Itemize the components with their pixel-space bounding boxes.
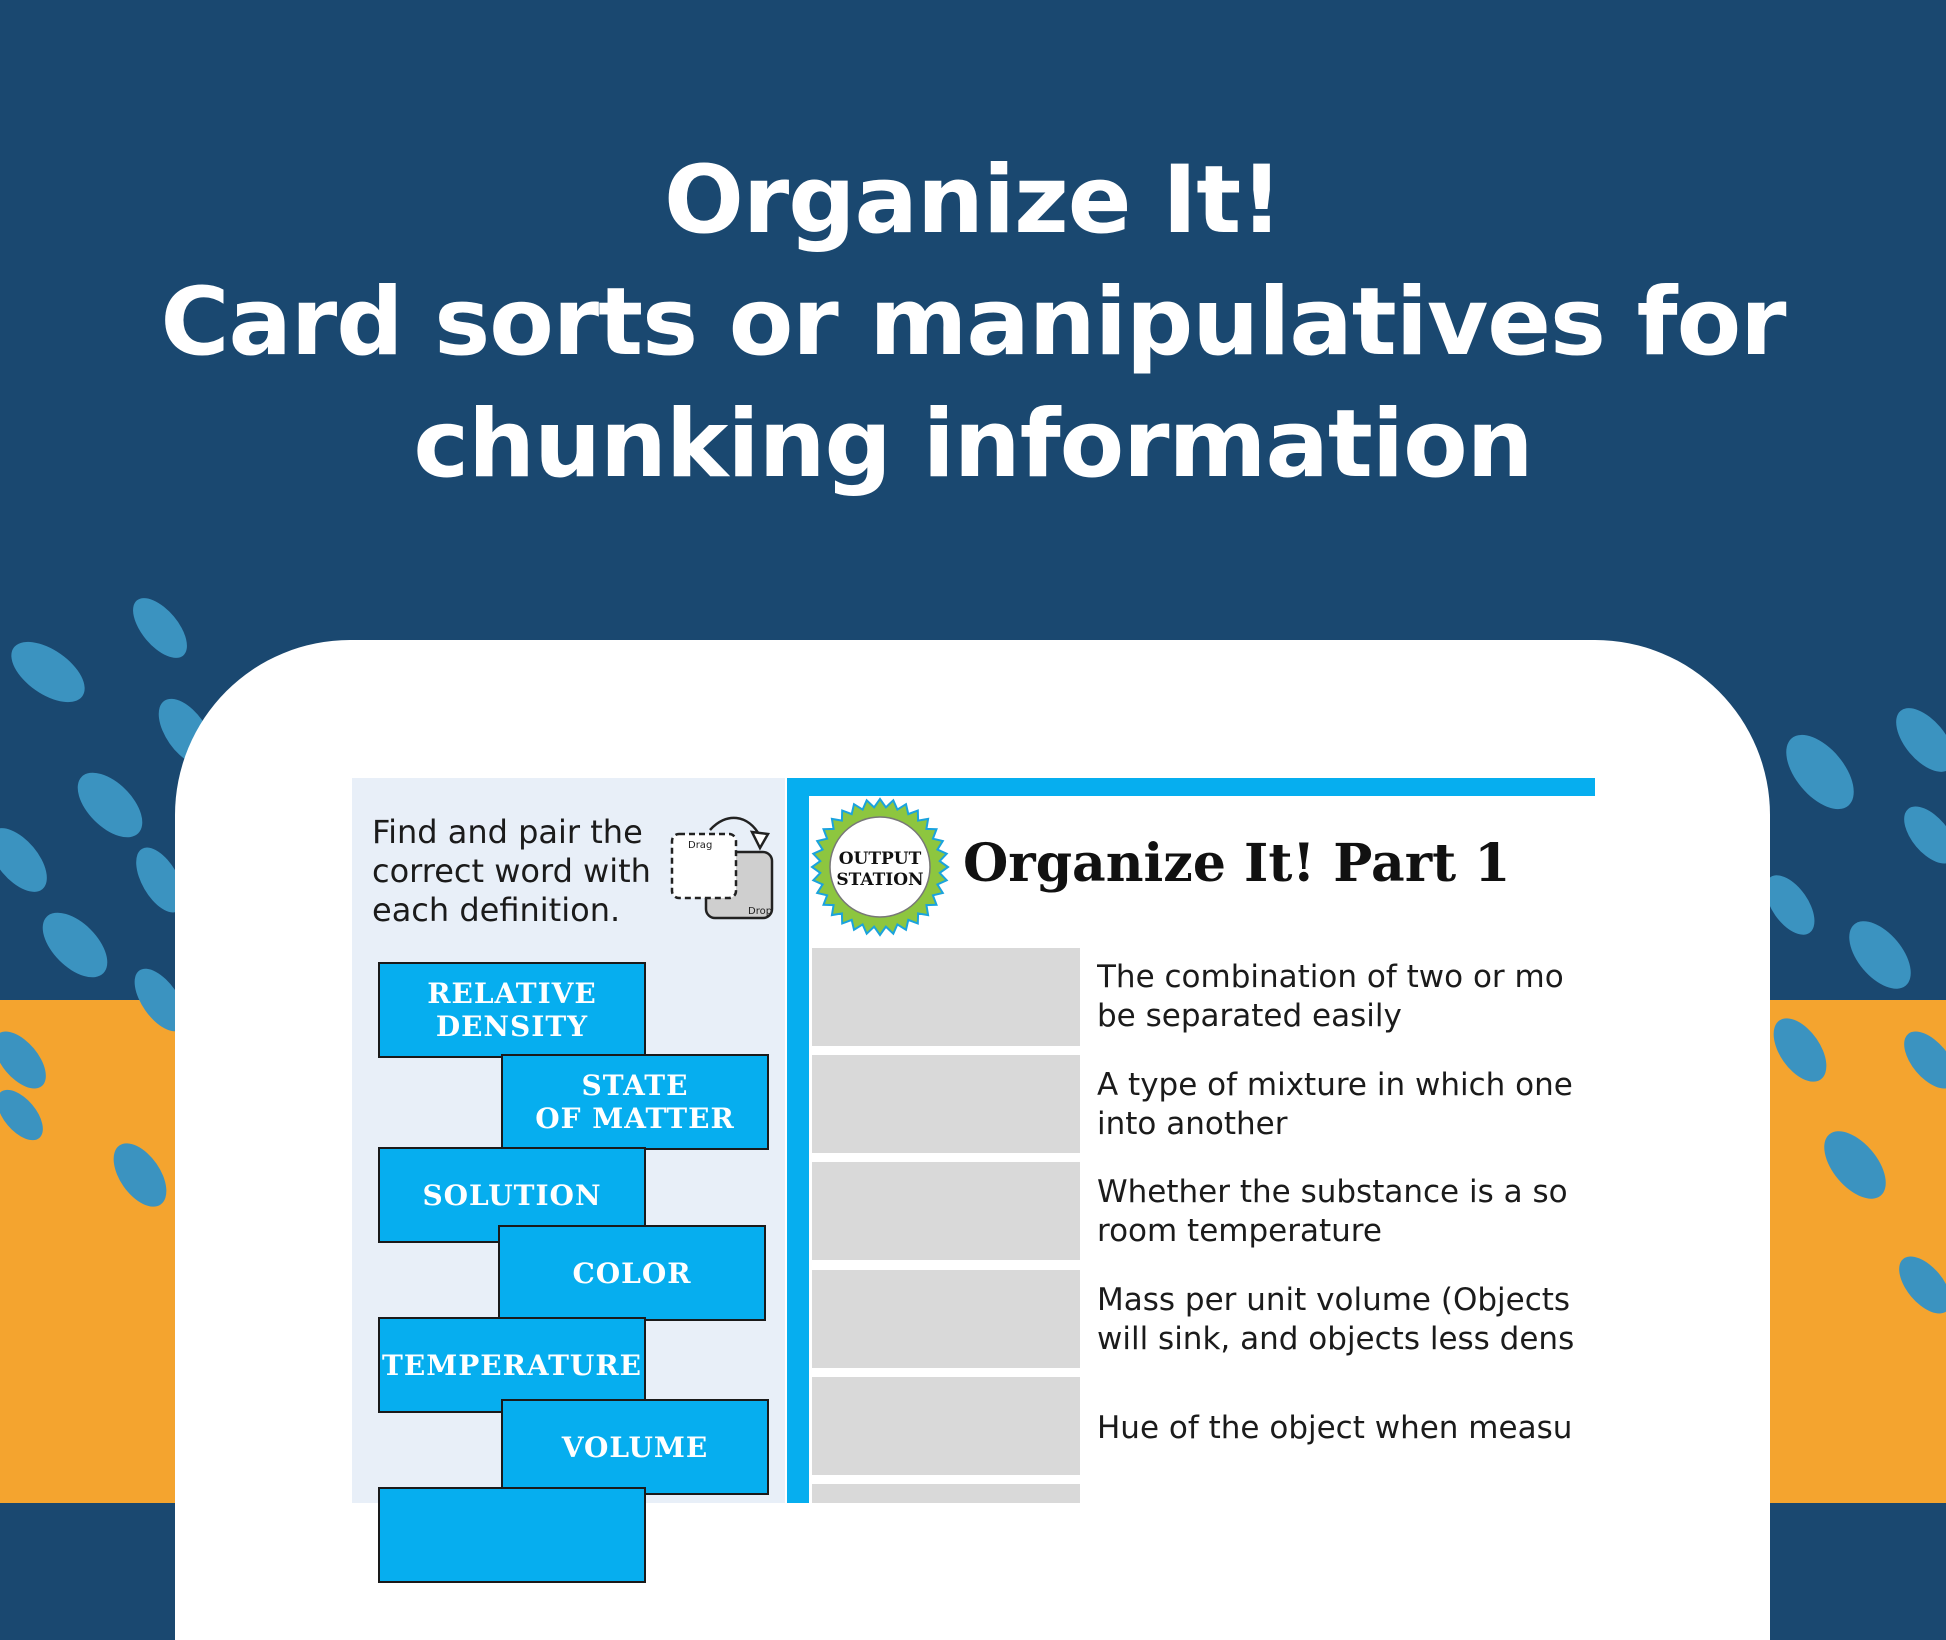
definition-3 (1097, 1173, 1595, 1251)
word-card-color[interactable]: COLOR (498, 1225, 766, 1321)
definition-1-line-1: The combination of two or mo (1097, 959, 1564, 995)
drop-slot-3[interactable] (812, 1162, 1080, 1260)
definition-5 (1097, 1409, 1595, 1448)
badge-line-2: STATION (836, 870, 924, 890)
drop-slot-4[interactable] (812, 1270, 1080, 1368)
drop-slot-1[interactable] (812, 948, 1080, 1046)
drop-slot-5[interactable] (812, 1377, 1080, 1475)
definition-3-line-2: room temperature (1097, 1213, 1382, 1249)
worksheet-left-bar (787, 778, 809, 1503)
definition-3-line-1: Whether the substance is a so (1097, 1174, 1568, 1210)
definition-5-line-1: Hue of the object when measu (1097, 1410, 1573, 1446)
badge-line-1: OUTPUT (838, 849, 922, 869)
definition-2 (1097, 1066, 1595, 1144)
headline (0, 140, 1946, 506)
output-station-badge (810, 797, 950, 937)
word-card-relative-density[interactable]: RELATIVE DENSITY (378, 962, 646, 1058)
definition-4-line-1: Mass per unit volume (Objects (1097, 1282, 1571, 1318)
drop-slot-2[interactable] (812, 1055, 1080, 1153)
word-card-state-of-matter[interactable]: STATE OF MATTER (501, 1054, 769, 1150)
headline-line-2: Card sorts or manipulatives for (160, 268, 1786, 377)
word-card-volume[interactable]: VOLUME (501, 1399, 769, 1495)
definition-1 (1097, 958, 1595, 1036)
word-card-solution[interactable]: SOLUTION (378, 1147, 646, 1243)
instruction-text: Find and pair the correct word with each definition. (372, 813, 651, 929)
headline-line-1: Organize It! (663, 146, 1283, 255)
definition-2-line-1: A type of mixture in which one (1097, 1067, 1573, 1103)
drag-drop-icon (668, 812, 780, 924)
worksheet-top-bar (787, 778, 1595, 796)
headline-line-3: chunking information (413, 390, 1533, 499)
word-card-partial[interactable] (378, 1487, 646, 1583)
drop-label: Drop (748, 906, 773, 917)
definition-4-line-2: will sink, and objects less dens (1097, 1321, 1575, 1357)
definition-4 (1097, 1281, 1595, 1359)
definition-1-line-2: be separated easily (1097, 998, 1402, 1034)
definition-2-line-2: into another (1097, 1106, 1288, 1142)
worksheet-title: Organize It! Part 1 (963, 833, 1511, 894)
drop-slot-6[interactable] (812, 1484, 1080, 1503)
drag-label: Drag (688, 840, 713, 851)
word-card-temperature[interactable]: TEMPERATURE (378, 1317, 646, 1413)
